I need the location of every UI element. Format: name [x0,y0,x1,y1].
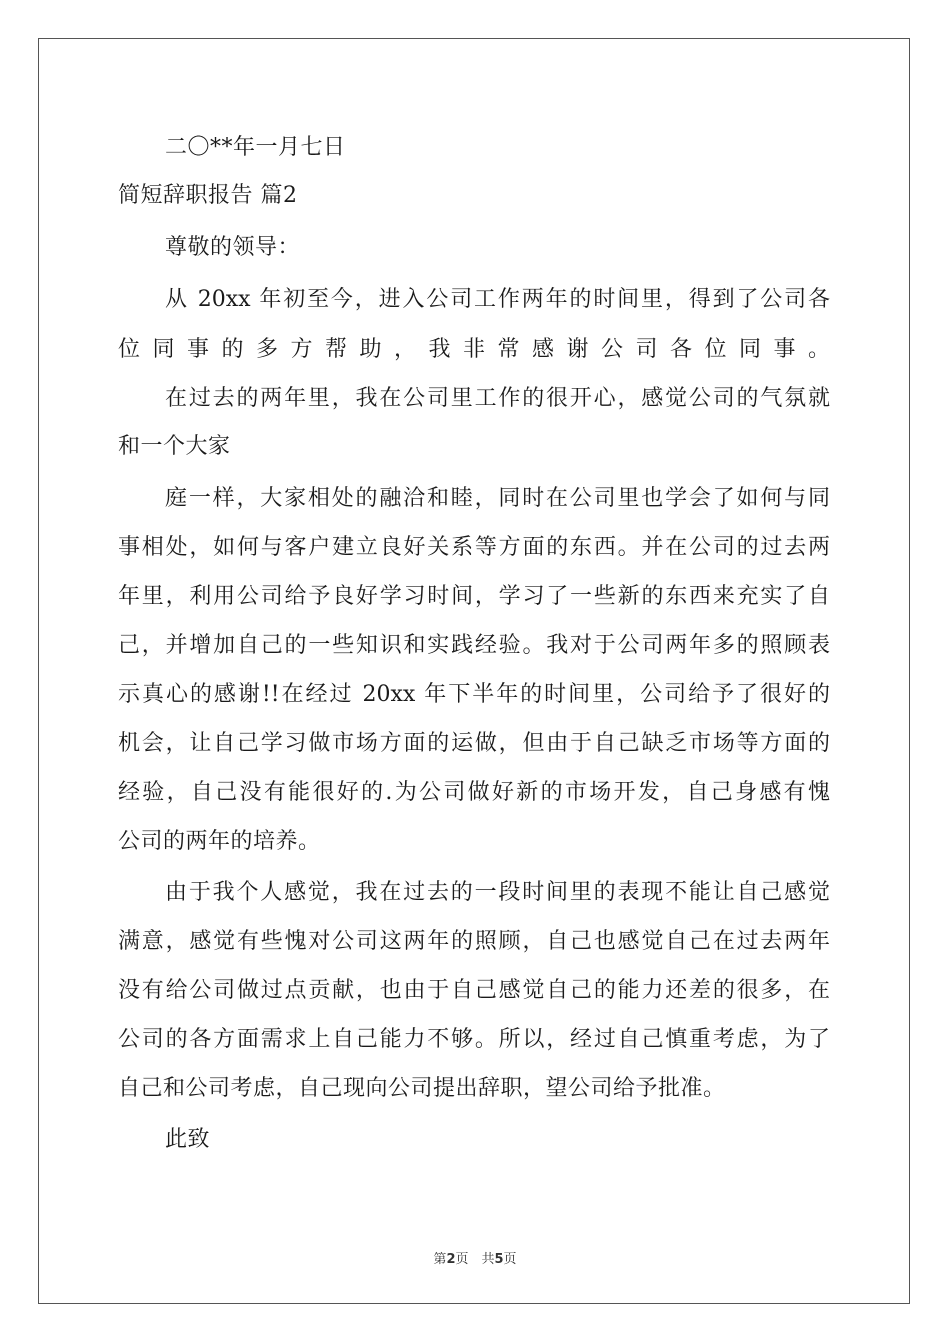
paragraph-line: 年里，利用公司给予良好学习时间，学习了一些新的东西来充实了自 [118,584,830,609]
paragraph-line: 机会，让自己学习做市场方面的运做，但由于自己缺乏市场等方面的 [118,731,830,756]
page-border [38,38,910,1304]
footer-page-total: 5 [494,1252,504,1267]
paragraph-line: 和一个大家 [118,434,231,459]
paragraph-line: 位同事的多方帮助，我非常感谢公司各位同事。 [118,337,830,362]
paragraph-line: 公司的各方面需求上自己能力不够。所以，经过自己慎重考虑，为了 [118,1027,830,1052]
paragraph-line: 己，并增加自己的一些知识和实践经验。我对于公司两年多的照顾表 [118,633,830,658]
page-footer [0,1248,950,1267]
paragraph-line: 经验，自己没有能很好的.为公司做好新的市场开发，自己身感有愧 [118,780,830,805]
paragraph-line: 满意，感觉有些愧对公司这两年的照顾，自己也感觉自己在过去两年 [118,929,830,954]
document-date: 二〇**年一月七日 [165,135,346,160]
paragraph-line: 没有给公司做过点贡献，也由于自己感觉自己的能力还差的很多，在 [118,978,830,1003]
paragraph-line: 自己和公司考虑，自己现向公司提出辞职，望公司给予批准。 [118,1076,726,1101]
salutation: 尊敬的领导： [165,235,301,260]
paragraph-line: 庭一样，大家相处的融洽和睦，同时在公司里也学会了如何与同 [165,486,830,511]
footer-page-current: 2 [446,1252,456,1267]
paragraph-line: 从 20xx 年初至今，进入公司工作两年的时间里，得到了公司各 [165,287,830,312]
footer-prefix: 第 [433,1252,447,1267]
closing: 此致 [165,1127,211,1152]
paragraph-line: 事相处，如何与客户建立良好关系等方面的东西。并在公司的过去两 [118,535,830,560]
footer-suffix: 页 [503,1252,517,1267]
section-title: 简短辞职报告 篇2 [118,183,298,208]
paragraph-line: 示真心的感谢!!在经过 20xx 年下半年的时间里，公司给予了很好的 [118,682,830,707]
paragraph-line: 在过去的两年里，我在公司里工作的很开心，感觉公司的气氛就 [165,386,830,411]
paragraph-line: 由于我个人感觉，我在过去的一段时间里的表现不能让自己感觉 [165,880,830,905]
paragraph-line: 公司的两年的培养。 [118,829,321,854]
footer-mid: 页 共 [455,1252,495,1267]
